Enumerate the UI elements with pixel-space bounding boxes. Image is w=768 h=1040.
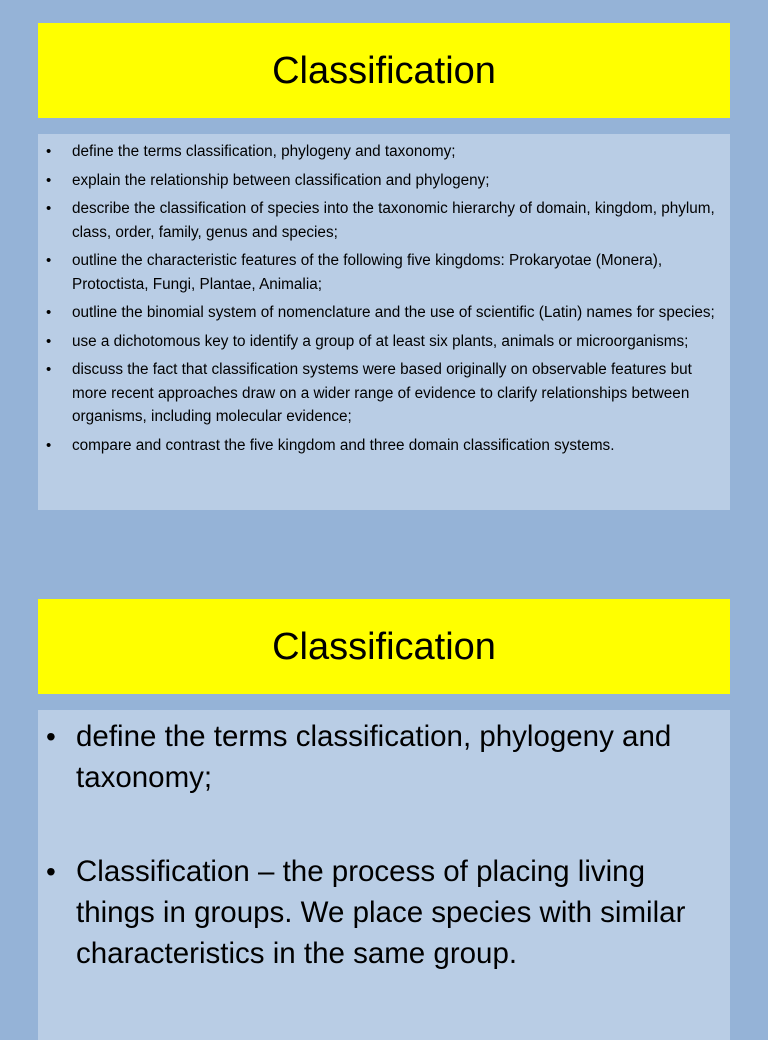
list-item bbox=[46, 169, 716, 193]
slide-1-content bbox=[38, 134, 730, 510]
slide-1-title: Classification bbox=[272, 49, 496, 92]
list-item bbox=[46, 851, 714, 974]
list-item-text: discuss the fact that classification systems were based originally on observable features but more recent approaches draw on a wider range of evidence to clarify relationships between organisms, including molecular evidence; bbox=[72, 361, 692, 425]
bullet-icon: • bbox=[46, 171, 52, 189]
slide-2 bbox=[38, 599, 730, 1040]
bullet-icon: • bbox=[46, 304, 52, 321]
bullet-icon: • bbox=[46, 856, 56, 887]
bullet-icon: • bbox=[46, 252, 52, 269]
list-item-text: define the terms classification, phylogeny and taxonomy; bbox=[72, 143, 456, 160]
list-item bbox=[46, 197, 716, 244]
list-item bbox=[46, 301, 716, 325]
list-item-text: outline the binomial system of nomenclature and the use of scientific (Latin) names for species; bbox=[72, 304, 715, 321]
list-item-text: compare and contrast the five kingdom and three domain classification systems. bbox=[72, 436, 615, 454]
bullet-icon: • bbox=[46, 143, 52, 160]
list-item bbox=[46, 716, 714, 798]
slide-1-bullet-list bbox=[46, 140, 716, 457]
bullet-icon: • bbox=[46, 332, 52, 350]
list-item-text: explain the relationship between classification and phylogeny; bbox=[72, 171, 490, 189]
slide-2-title: Classification bbox=[272, 625, 496, 668]
bullet-icon: • bbox=[46, 200, 52, 217]
slide-2-bullet-list bbox=[46, 716, 714, 974]
slide-2-title-bar bbox=[38, 599, 730, 694]
list-item-text: describe the classification of species into the taxonomic hierarchy of domain, kingdom, phylum, class, order, family, genus and species; bbox=[72, 200, 715, 241]
list-item bbox=[46, 434, 716, 458]
slide-2-content bbox=[38, 710, 730, 1040]
list-item-text: Classification – the process of placing living things in groups. We place species with similar characteristics in the same group. bbox=[76, 855, 686, 970]
bullet-icon: • bbox=[46, 721, 56, 752]
slide-1 bbox=[38, 23, 730, 510]
list-item-text: outline the characteristic features of the following five kingdoms: Prokaryotae (Monera), Protoctista, Fungi, Plantae, Animalia; bbox=[72, 252, 663, 293]
list-item bbox=[46, 330, 716, 354]
list-item-text: define the terms classification, phylogeny and taxonomy; bbox=[76, 720, 672, 794]
list-item-text: use a dichotomous key to identify a group of at least six plants, animals or microorganisms; bbox=[72, 332, 689, 350]
bullet-icon: • bbox=[46, 361, 52, 378]
bullet-icon: • bbox=[46, 436, 52, 454]
list-item bbox=[46, 140, 716, 164]
list-item bbox=[46, 249, 716, 296]
slide-1-title-bar bbox=[38, 23, 730, 118]
list-item bbox=[46, 358, 716, 429]
